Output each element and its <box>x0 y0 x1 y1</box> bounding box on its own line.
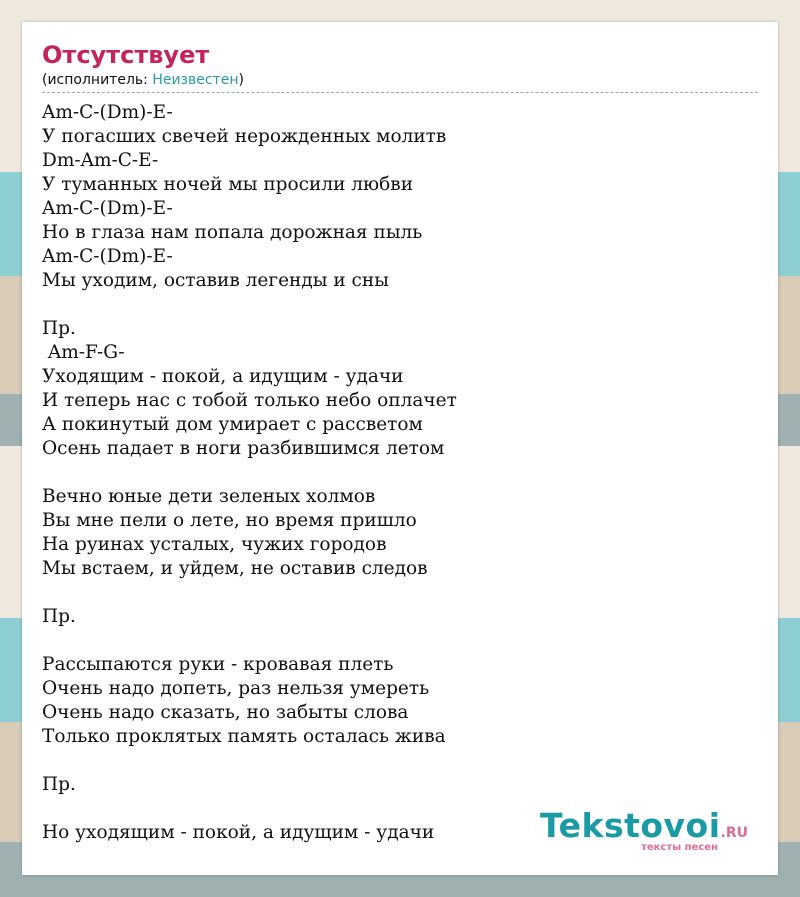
site-logo[interactable] <box>539 806 748 853</box>
lyric-line <box>42 629 758 653</box>
logo-tld: .RU <box>720 825 748 841</box>
lyric-line: Вы мне пели о лете, но время пришло <box>42 510 417 531</box>
song-title: Отсутствует <box>42 41 210 69</box>
lyric-line: Осень падает в ноги разбившимся летом <box>42 438 445 459</box>
lyric-line: Но уходящим - покой, а идущим - удачи <box>42 822 435 843</box>
artist-line <box>42 70 758 93</box>
artist-suffix: ) <box>238 72 244 88</box>
lyric-line: Пр. <box>42 774 76 795</box>
logo-wordmark: Tekstovoi <box>539 806 721 845</box>
lyric-line: Вечно юные дети зеленых холмов <box>42 486 376 507</box>
logo-tagline: тексты песен <box>641 842 718 853</box>
lyric-line: Мы встаем, и уйдем, не оставив следов <box>42 558 428 579</box>
lyrics-card <box>22 22 778 875</box>
lyric-line <box>42 581 758 605</box>
lyric-line: Уходящим - покой, а идущим - удачи <box>42 366 404 387</box>
lyric-line: И теперь нас с тобой только небо оплачет <box>42 390 457 411</box>
lyric-line: У погасших свечей нерожденных молитв <box>42 126 447 147</box>
lyric-line: Am-F-G- <box>42 342 125 363</box>
lyrics-text <box>42 101 758 845</box>
lyric-line: Мы уходим, оставив легенды и сны <box>42 270 389 291</box>
lyric-line: Dm-Am-C-E- <box>42 150 159 171</box>
lyric-line: У туманных ночей мы просили любви <box>42 174 414 195</box>
lyric-line <box>42 293 758 317</box>
lyric-line: Am-C-(Dm)-E- <box>42 246 173 267</box>
lyric-line: На руинах усталых, чужих городов <box>42 534 387 555</box>
lyric-line: Рассыпаются руки - кровавая плеть <box>42 654 394 675</box>
lyric-line: А покинутый дом умирает с рассветом <box>42 414 423 435</box>
lyric-line: Am-C-(Dm)-E- <box>42 102 173 123</box>
lyric-line <box>42 461 758 485</box>
lyric-line: Очень надо допеть, раз нельзя умереть <box>42 678 430 699</box>
lyric-line: Am-C-(Dm)-E- <box>42 198 173 219</box>
lyric-line <box>42 749 758 773</box>
lyric-line: Пр. <box>42 606 76 627</box>
lyric-line: Но в глаза нам попала дорожная пыль <box>42 222 423 243</box>
lyric-line: Очень надо сказать, но забыты слова <box>42 702 409 723</box>
lyric-line: Только проклятых память осталась жива <box>42 726 446 747</box>
artist-prefix: (исполнитель: <box>42 72 153 88</box>
artist-link[interactable]: Неизвестен <box>152 72 239 88</box>
lyric-line: Пр. <box>42 318 76 339</box>
